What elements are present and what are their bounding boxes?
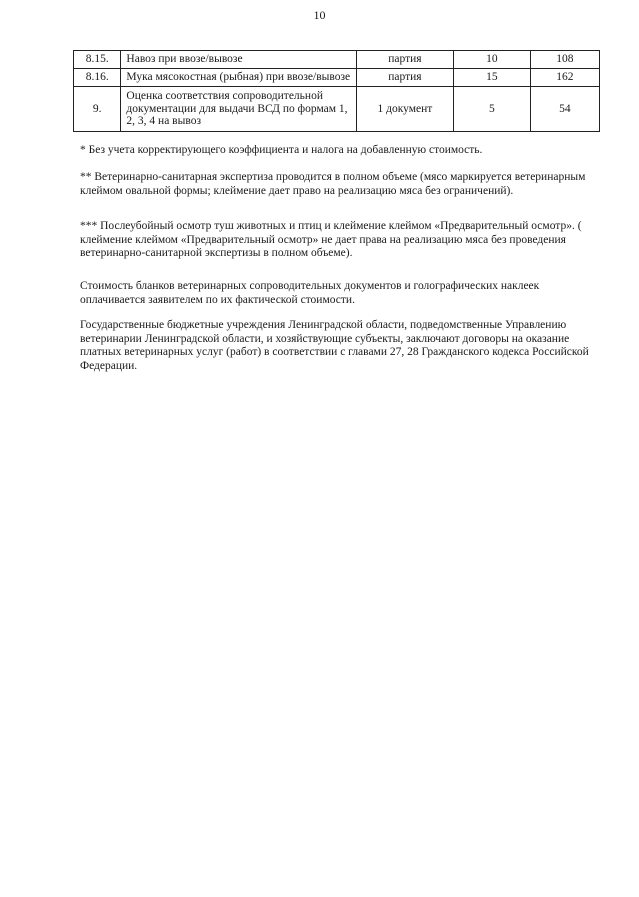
footnote-preliminary-inspection-text: *** Послеубойный осмотр туш животных и птиц и клеймение клеймом «Предварительный осмотр». ( клеймение клеймом «Предварительный осмотр» не дает права на реализацию мяса без проведения ветеринарно-санитарной экспертизы в полном объеме). [80, 220, 582, 259]
quantity: 15 [454, 69, 531, 87]
forms-cost-text: Стоимость бланков ветеринарных сопроводительных документов и голографических наклеек оплачивается заявителем по их фактической стоимости. [80, 280, 540, 306]
price: 162 [530, 69, 599, 87]
service-name: Мука мясокостная (рыбная) при ввозе/вывозе [121, 69, 356, 87]
row-number: 8.15. [74, 51, 121, 69]
unit-of-measure: партия [356, 51, 453, 69]
footnote-vat-text: * Без учета корректирующего коэффициента и налога на добавленную стоимость. [80, 144, 483, 156]
contracts-paragraph [80, 319, 602, 373]
table-row [74, 69, 600, 87]
row-number: 8.16. [74, 69, 121, 87]
footnote-full-inspection [80, 171, 602, 198]
table-row [74, 51, 600, 69]
page-number: 10 [313, 8, 326, 22]
unit-of-measure: 1 документ [356, 87, 453, 132]
price: 54 [530, 87, 599, 132]
quantity: 5 [454, 87, 531, 132]
contracts-text: Государственные бюджетные учреждения Ленинградской области, подведомственные Управлению ветеринарии Ленинградской области, и хозяйствующие субъекты, заключают договоры на оказание платных ветеринарных услуг (работ) в соответствии с главами 27, 28 Гражданского кодекса Российской Федерации. [80, 319, 589, 372]
row-number: 9. [74, 87, 121, 132]
fees-table [73, 50, 600, 132]
quantity: 10 [454, 51, 531, 69]
forms-cost-paragraph [80, 280, 602, 307]
unit-of-measure: партия [356, 69, 453, 87]
footnote-preliminary-inspection [80, 220, 602, 261]
footnote-full-inspection-text: ** Ветеринарно-санитарная экспертиза проводится в полном объеме (мясо маркируется ветеринарным клеймом овальной формы; клеймение дает право на реализацию мяса без ограничений). [80, 171, 586, 197]
service-name: Навоз при ввозе/вывозе [121, 51, 356, 69]
price: 108 [530, 51, 599, 69]
service-name: Оценка соответствия сопроводительной документации для выдачи ВСД по формам 1, 2, 3, 4 на вывоз [121, 87, 356, 132]
table-row [74, 87, 600, 132]
footnote-vat [80, 144, 602, 158]
